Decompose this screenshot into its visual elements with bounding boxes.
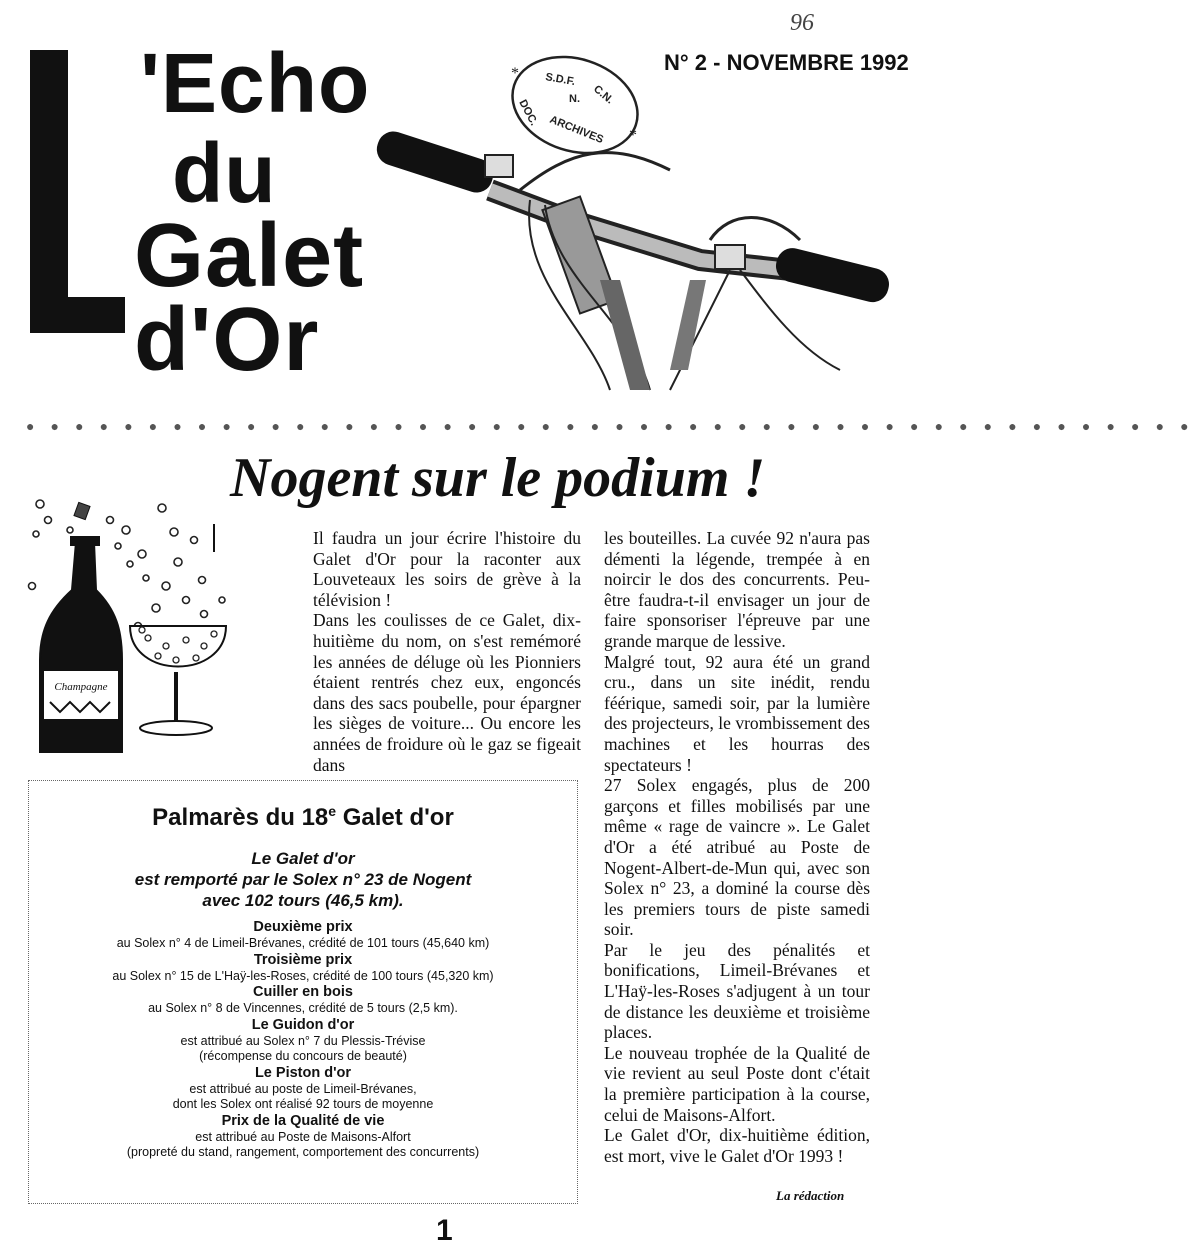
prize-title: Le Piston d'or <box>254 1064 352 1081</box>
prize-description: est attribué au poste de Limeil-Brévanes, <box>189 1081 417 1096</box>
prize-description: (propreté du stand, rangement, comportement des concurrents) <box>126 1145 480 1159</box>
svg-text:Champagne: Champagne <box>54 681 108 693</box>
handwritten-archive-number: 96 <box>790 10 814 36</box>
article-paragraph: Il faudra un jour écrire l'histoire du Galet d'Or pour la raconter aux Louveteaux les soirs de grève à la télévision ! <box>313 528 581 610</box>
masthead-title-echo: 'Echo <box>140 36 371 130</box>
issue-number-date: N° 2 - NOVEMBRE 1992 <box>664 50 909 75</box>
article-paragraph: Le nouveau trophée de la Qualité de vie revient au seul Poste dont c'était la première participation à la course, celui de Maisons-Alfort. <box>604 1042 870 1125</box>
article-paragraph: 27 Solex engagés, plus de 200 garçons et filles mobilisés par une même « rage de vaincre ». Le Galet d'Or a été atribué au Poste de Nogent-Albert-de-Mun qui, avec son Solex n° 23, a dominé la course dès les premiers tours de piste samedi soir. <box>604 775 870 940</box>
article-paragraph: Le Galet d'Or, dix-huitième édition, est mort, vive le Galet d'Or 1993 ! <box>604 1125 870 1166</box>
article-paragraph: Malgré tout, 92 aura été un grand cru., dans un site inédit, rendu féérique, samedi soir, par la lumière des projecteurs, le vrombissement des machines et les hourras des spectateurs ! <box>604 651 870 775</box>
article-column-2 <box>604 528 870 1166</box>
article-signature: La rédaction <box>776 1188 845 1203</box>
svg-text:ARCHIVES: ARCHIVES <box>547 113 606 147</box>
prize-title: Troisième prix <box>253 951 353 968</box>
palmares-title: Palmarès du 18e Galet d'or <box>152 803 454 831</box>
masthead-big-letter-l <box>30 50 125 333</box>
palmares-box <box>28 780 578 1204</box>
prize-title: Prix de la Qualité de vie <box>221 1112 385 1129</box>
prize-title: Deuxième prix <box>253 919 353 935</box>
svg-text:S.D.F.: S.D.F. <box>544 71 577 89</box>
article-column-1 <box>313 528 581 775</box>
prize-title: Cuiller en bois <box>253 984 353 1000</box>
prize-description: au Solex n° 4 de Limeil-Brévanes, crédité de 101 tours (45,640 km) <box>116 936 490 950</box>
champagne-illustration <box>26 490 306 760</box>
svg-text:DOC.: DOC. <box>516 97 540 128</box>
masthead-title-dor: d'Or <box>134 290 320 390</box>
palmares-winner: Le Galet d'or est remporté par le Solex n° 23 de Nogent avec 102 tours (46,5 km). <box>134 849 472 910</box>
decorative-dot-divider: ● ● ● ● ● ● ● ● ● ● ● ● ● ● ● ● ● ● ● ● ● ● ● ● ● ● ● ● ● ● ● ● ● ● ● ● ● ● ● ● ● ● ● ● ● ● ● ● <box>26 420 1195 435</box>
prize-description: au Solex n° 8 de Vincennes, crédité de 5 tours (2,5 km). <box>148 1001 458 1015</box>
prize-item <box>29 1113 577 1161</box>
svg-text:*: * <box>629 127 637 144</box>
page-number: 1 <box>436 1214 453 1247</box>
prize-description: (récompense du concours de beauté) <box>199 1049 407 1063</box>
prize-item <box>29 984 577 1017</box>
prize-description: est attribué au Solex n° 7 du Plessis-Trévise <box>180 1033 426 1048</box>
svg-text:C.N.: C.N. <box>591 83 616 107</box>
prize-item <box>29 1065 577 1113</box>
prize-item <box>29 919 577 952</box>
prize-item <box>29 1017 577 1065</box>
prize-description: au Solex n° 15 de L'Haÿ-les-Roses, crédité de 100 tours (45,320 km) <box>112 968 494 983</box>
masthead-title-du: du <box>172 126 277 220</box>
masthead-title-galet: Galet <box>134 206 365 306</box>
bicycle-handlebar-illustration <box>370 130 890 390</box>
palmares-prize-list <box>29 919 577 1161</box>
svg-text:N.: N. <box>569 93 580 105</box>
headline: Nogent sur le podium ! <box>230 447 766 509</box>
svg-text:*: * <box>511 65 519 82</box>
prize-description: est attribué au Poste de Maisons-Alfort <box>195 1129 411 1144</box>
prize-description: dont les Solex ont réalisé 92 tours de moyenne <box>172 1097 434 1111</box>
prize-title: Le Guidon d'or <box>251 1016 355 1033</box>
article-paragraph: Par le jeu des pénalités et bonifications, Limeil-Brévanes et L'Haÿ-les-Roses s'adjugent à un tour de distance les deuxième et troisième places. <box>604 939 870 1043</box>
prize-item <box>29 952 577 985</box>
article-paragraph: Dans les coulisses de ce Galet, dix-huitième du nom, on s'est remémoré les années de déluge où les Pionniers étaient rentrés chez eux, engoncés dans des sacs poubelle, pour épargner les sièges de voiture... Ou encore les années de froidure où le gaz se figeait dans <box>313 610 581 775</box>
article-paragraph: les bouteilles. La cuvée 92 n'aura pas démenti la légende, trempée à en noircir le dos des concurrents. Peu-être faudra-t-il envisager un jour de faire sponsoriser l'épreuve par une grande marque de lessive. <box>604 528 870 651</box>
